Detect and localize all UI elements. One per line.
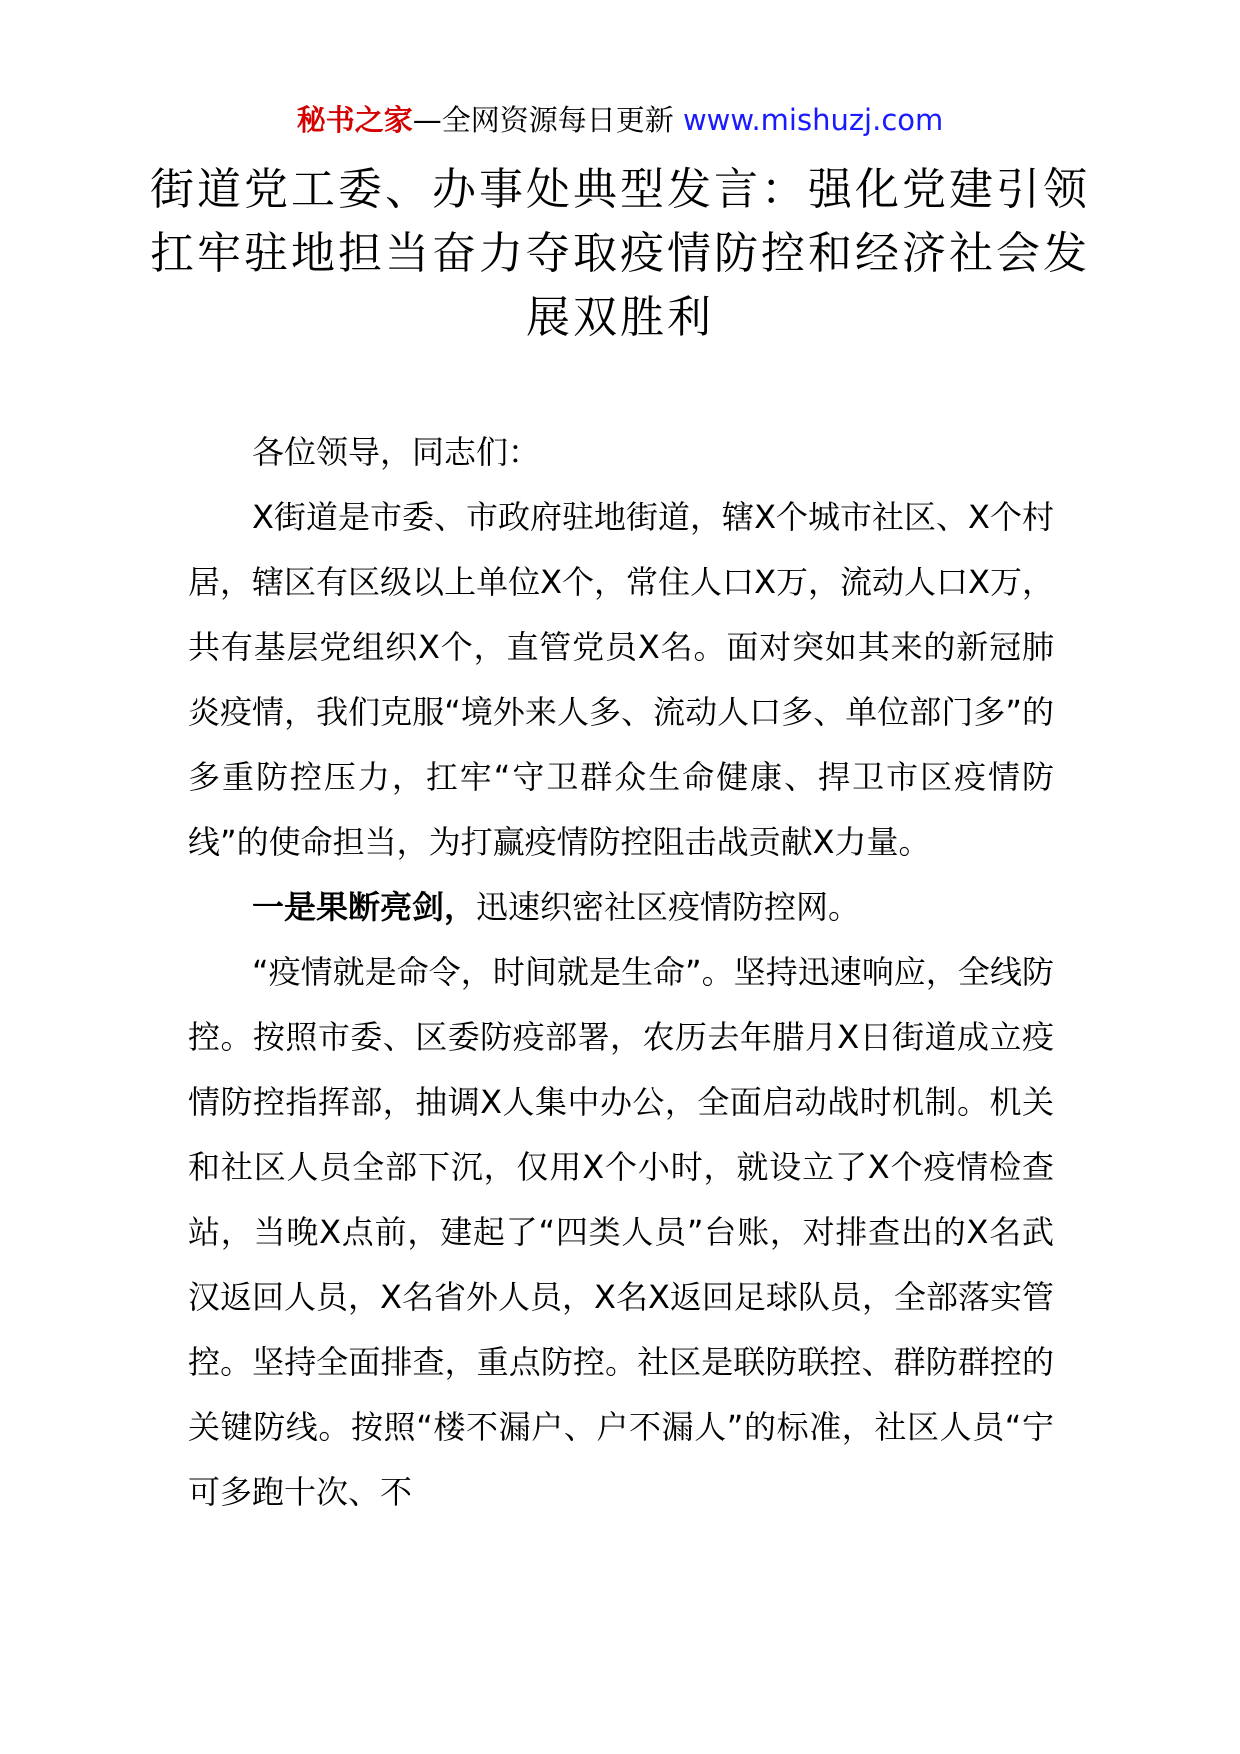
brand-name: 秘书之家 [296,103,413,137]
greeting-paragraph: 各位领导，同志们： [252,433,541,471]
section-paragraph: “疫情就是命令，时间就是生命”。坚持迅速响应，全线防控。按照市委、区委防疫部署，农历去年腊月X日街道成立疫情防控指挥部，抽调X人集中办公，全面启动战时机制。机关和社区人员全部下沉，仅用X个小时，就设立了X个疫情检查站，当晚X点前，建起了“四类人员”台账，对排查出的X名武汉返回人员，X名省外人员，X名X返回足球队员，全部落实管控。坚持全面排查，重点防控。社区是联防联控、群防群控的关键防线。按照“楼不漏户、户不漏人”的标准，社区人员“宁可多跑十次、不 [188,953,1054,1511]
site-header [0,100,1240,140]
section-heading-rest: 迅速织密社区疫情防控网。 [476,888,861,926]
document-body [188,420,1054,1525]
document-title: 街道党工委、办事处典型发言：强化党建引领扛牢驻地担当奋力夺取疫情防控和经济社会发展双胜利 [150,164,1090,343]
site-url-link[interactable]: www.mishuzj.com [682,103,944,137]
section-heading [188,875,1054,940]
intro-paragraph: X街道是市委、市政府驻地街道，辖X个城市社区、X个村居，辖区有区级以上单位X个，常住人口X万，流动人口X万，共有基层党组织X个，直管党员X名。面对突如其来的新冠肺炎疫情，我们克服“境外来人多、流动人口多、单位部门多”的多重防控压力，扛牢“守卫群众生命健康、捍卫市区疫情防线”的使命担当，为打赢疫情防控阻击战贡献X力量。 [188,498,1054,861]
section-lead: 一是果断亮剑， [252,888,477,926]
header-tagline: —全网资源每日更新 [412,103,683,137]
